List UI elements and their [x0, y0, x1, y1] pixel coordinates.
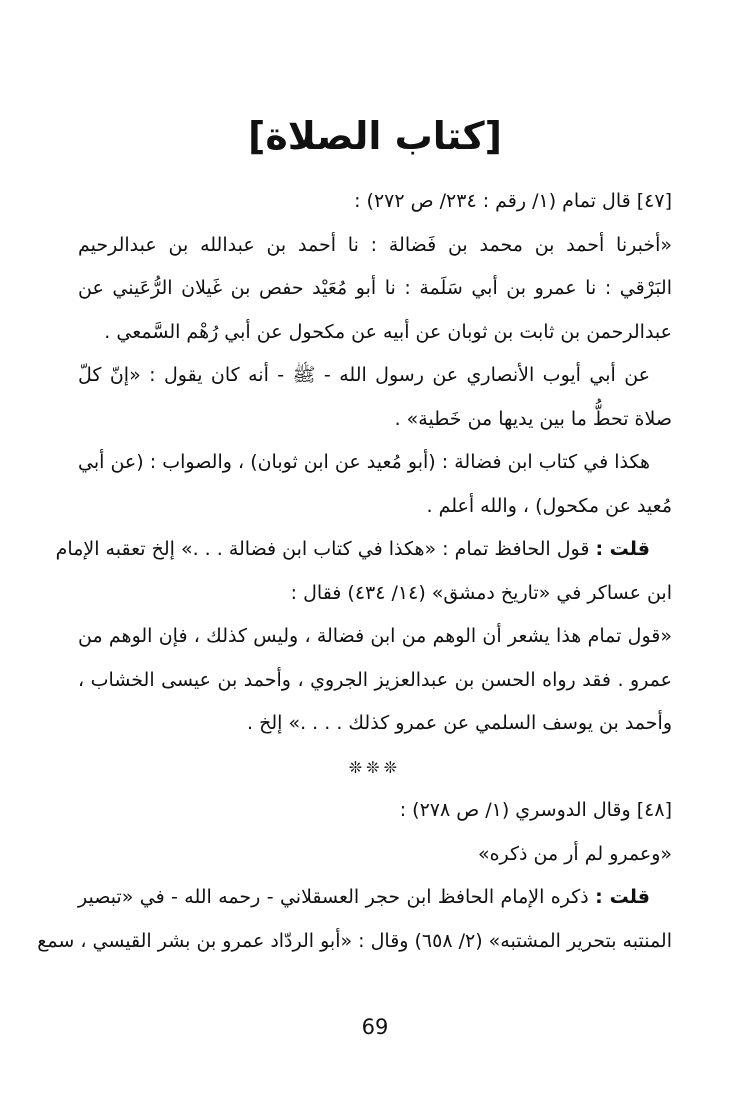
line-text: ابن عساكر في «تاريخ دمشق» (١٤/ ٤٣٤) فقال : [290, 581, 672, 604]
text-line [78, 224, 672, 268]
text-line [78, 876, 672, 920]
line-text: «أخبرنا أحمد بن محمد بن فَضالة : نا أحمد بن عبدالله بن عبدالرحيم [78, 233, 672, 256]
line-text: عمرو . فقد رواه الحسن بن عبدالعزيز الجروي ، وأحمد بن عيسى الخشاب ، [78, 668, 672, 691]
line-text: هكذا في كتاب ابن فضالة : (أبو مُعيد عن ابن ثوبان) ، والصواب : (عن أبي [78, 451, 650, 473]
line-text: وأحمد بن يوسف السلمي عن عمرو كذلك . . . .» إلخ . [247, 712, 672, 734]
text-line [78, 180, 672, 224]
line-text: عن أبي أيوب الأنصاري عن رسول الله - ﷺ - أنه كان يقول : «إنّ كلّ [78, 364, 650, 386]
text-line [78, 354, 672, 398]
text-line [78, 572, 672, 616]
line-text: عبدالرحمن بن ثابت بن ثوبان عن أبيه عن مكحول عن أبي رُهْم السَّمعي . [104, 320, 672, 343]
keyword-qultu: قلت : [595, 538, 650, 560]
text-line [78, 833, 672, 877]
line-text: ❊❊❊ [348, 757, 402, 777]
text-line [78, 441, 672, 485]
text-line [78, 702, 672, 746]
keyword-qultu: قلت : [595, 886, 650, 908]
text-line [78, 746, 672, 790]
chapter-title: [كتاب الصلاة] [247, 114, 503, 158]
text-line [78, 659, 672, 703]
text-line [78, 789, 672, 833]
line-text: صلاة تحطُّ ما بين يديها من خَطية» . [394, 407, 672, 430]
text-line [78, 311, 672, 355]
text-line [78, 267, 672, 311]
line-text: [٤٧] قال تمام (١/ رقم : ٢٣٤/ ص ٢٧٢) : [354, 190, 672, 212]
line-text: ذكره الإمام الحافظ ابن حجر العسقلاني - رحمه الله - في «تبصير [78, 886, 589, 908]
line-text: البَرْقي : نا عمرو بن أبي سَلَمة : نا أبو مُعَيْد حفص بن غَيلان الرُّعَيني عن [78, 277, 672, 299]
text-line [78, 485, 672, 529]
text-line [37, 920, 672, 964]
line-text: مُعيد عن مكحول) ، والله أعلم . [426, 494, 672, 517]
line-text: المنتبه بتحرير المشتبه» (٢/ ٦٥٨) وقال : «أبو الردّاد عمرو بن بشر القيسي ، سمع [37, 929, 672, 952]
line-text: قول الحافظ تمام : «هكذا في كتاب ابن فضالة . . .» إلخ تعقبه الإمام [55, 538, 590, 560]
body-text [37, 180, 672, 963]
line-text: «قول تمام هذا يشعر أن الوهم من ابن فضالة ، وليس كذلك ، فإن الوهم من [78, 625, 672, 647]
text-line [78, 615, 672, 659]
line-text: [٤٨] وقال الدوسري (١/ ص ٢٧٨) : [399, 799, 672, 821]
line-text: «وعمرو لم أر من ذكره» [477, 842, 672, 865]
text-line [55, 528, 672, 572]
text-line [78, 398, 672, 442]
page-number: 69 [361, 1015, 389, 1039]
